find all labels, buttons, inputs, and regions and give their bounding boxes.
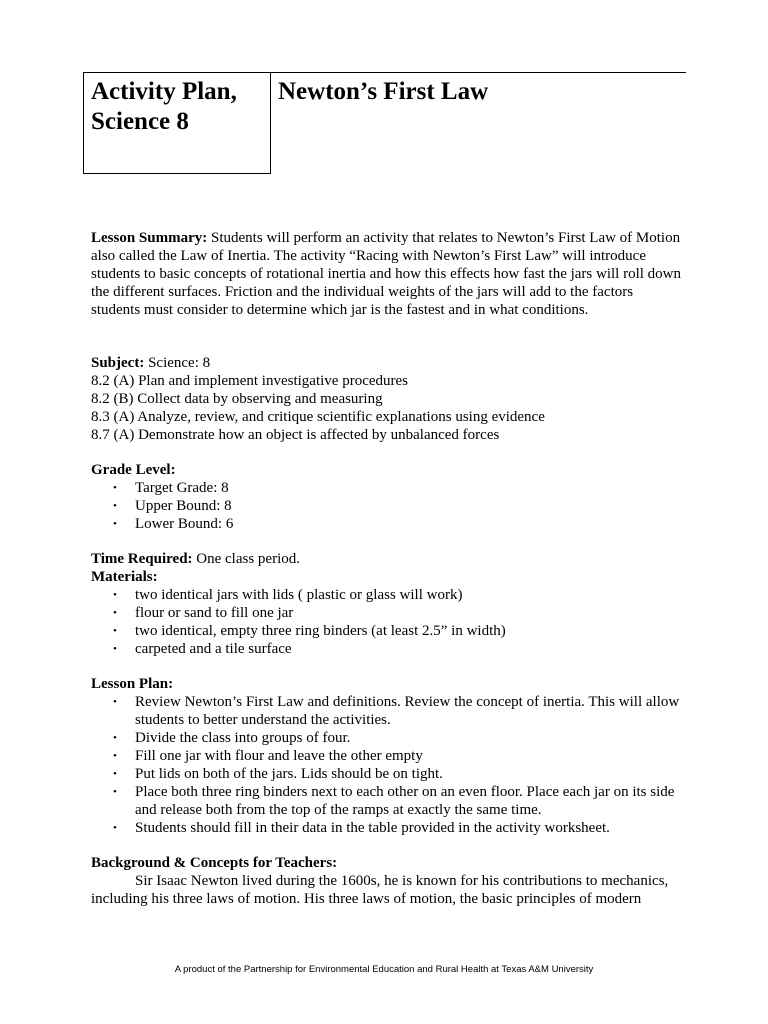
document-body	[91, 229, 681, 908]
lesson-plan-item: • Review Newton’s First Law and definitions. Review the concept of inertia. This will allow students to better understand the activities.	[135, 693, 681, 729]
materials-item: • two identical jars with lids ( plastic or glass will work)	[135, 586, 681, 604]
background-section	[91, 854, 681, 908]
standard-item: 8.2 (A) Plan and implement investigative procedures	[91, 373, 408, 389]
page-footer: A product of the Partnership for Environmental Education and Rural Health at Texas A&M University	[174, 964, 594, 975]
standard-item: 8.7 (A) Demonstrate how an object is affected by unbalanced forces	[91, 427, 500, 443]
subject-line	[91, 354, 681, 372]
standard-item: 8.3 (A) Analyze, review, and critique scientific explanations using evidence	[91, 409, 545, 425]
materials-label: Materials:	[91, 569, 158, 585]
activity-plan-line2: Science 8	[91, 108, 189, 135]
materials-item: • carpeted and a tile surface	[135, 640, 681, 658]
lesson-plan-item: • Divide the class into groups of four.	[135, 729, 681, 747]
grade-level-list	[91, 479, 681, 533]
grade-level-item: • Lower Bound: 6	[135, 515, 681, 533]
lesson-summary	[91, 229, 681, 319]
lesson-plan-list	[91, 693, 681, 837]
lesson-plan-item: • Students should fill in their data in the table provided in the activity worksheet.	[135, 819, 681, 837]
activity-plan-line1: Activity Plan,	[91, 78, 237, 105]
lesson-summary-text: Students will perform an activity that relates to Newton’s First Law of Motion also called the Law of Inertia. The activity “Racing with Newton’s First Law” will introduce students to basic concepts of rotational inertia and how this effects how fast the jars will roll down the different surfaces. Friction and the individual weights of the jars will add to the factors students must consider to determine which jar is the fastest and in what conditions.	[91, 230, 682, 318]
materials-item: • two identical, empty three ring binders (at least 2.5” in width)	[135, 622, 681, 640]
time-required	[91, 550, 681, 568]
time-required-value: One class period.	[192, 551, 300, 567]
lesson-plan-section	[91, 675, 681, 837]
background-text: Sir Isaac Newton lived during the 1600s, he is known for his contributions to mechanics, including his three laws of motion. His three laws of motion, the basic principles of modern	[91, 873, 669, 907]
materials-section	[91, 568, 681, 658]
lesson-plan-item: • Put lids on both of the jars. Lids should be on tight.	[135, 765, 681, 783]
subject-label: Subject:	[91, 355, 145, 371]
grade-level-section	[91, 461, 681, 533]
document-title: Newton’s First Law	[278, 78, 489, 105]
subject-section	[91, 354, 681, 444]
time-required-label: Time Required:	[91, 551, 193, 567]
lesson-summary-label: Lesson Summary:	[91, 230, 208, 246]
lesson-plan-item: • Place both three ring binders next to each other on an even floor. Place each jar on its side and release both from the top of the ramps at exactly the same time.	[135, 783, 681, 819]
materials-item: • flour or sand to fill one jar	[135, 604, 681, 622]
header-rule	[271, 72, 686, 73]
materials-list	[91, 586, 681, 658]
activity-plan-heading	[91, 77, 271, 137]
standard-item: 8.2 (B) Collect data by observing and measuring	[91, 391, 383, 407]
grade-level-item: • Upper Bound: 8	[135, 497, 681, 515]
grade-level-item: • Target Grade: 8	[135, 479, 681, 497]
lesson-plan-item: • Fill one jar with flour and leave the other empty	[135, 747, 681, 765]
subject-value: Science: 8	[144, 355, 211, 371]
lesson-plan-label: Lesson Plan:	[91, 676, 174, 692]
grade-level-label: Grade Level:	[91, 462, 176, 478]
background-label: Background & Concepts for Teachers:	[91, 855, 338, 871]
